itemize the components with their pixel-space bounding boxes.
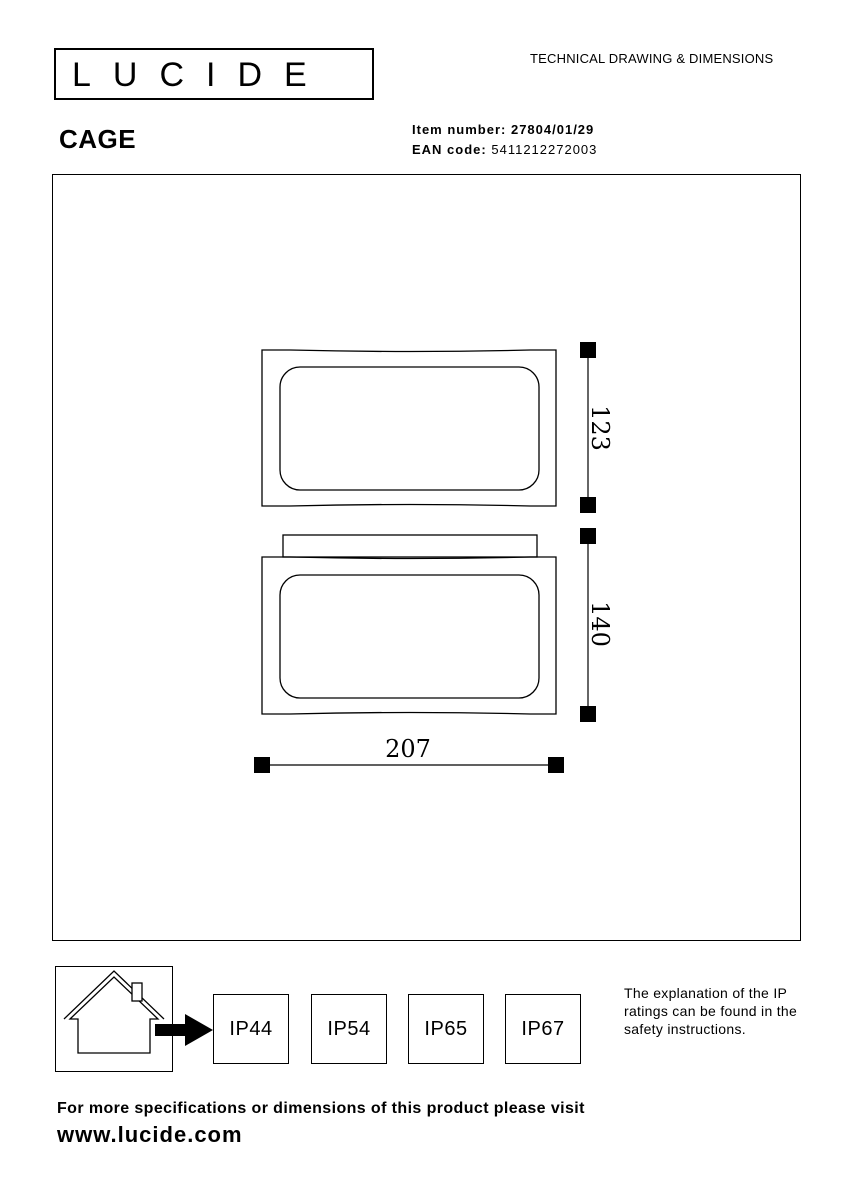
dimension-height-bottom: 140 [586,601,614,647]
ip-rating-ip65: IP65 [408,994,484,1064]
ean-label: EAN code: [412,142,487,157]
footer-url-link[interactable]: www.lucide.com [57,1122,243,1147]
drawing-frame [52,174,801,941]
product-name: CAGE [59,124,137,154]
ean-line [412,142,597,157]
logo-text: LUCIDE [72,56,329,94]
item-number-value: 27804/01/29 [510,122,595,137]
ip-explanation: The explanation of the IP ratings can be found in the safety instructions. [624,985,798,1037]
dimension-height-top: 123 [586,405,614,451]
ip-rating-ip54: IP54 [311,994,387,1064]
ip-rating-ip44: IP44 [213,994,289,1064]
item-number-label: Item number: [412,122,507,137]
footer-text: For more specifications or dimensions of this product please visit [57,1100,585,1117]
header-title: TECHNICAL DRAWING & DIMENSIONS [530,51,774,66]
ip-rating-ip67: IP67 [505,994,581,1064]
arrow-right-icon [155,1012,215,1048]
ean-value: 5411212272003 [491,142,598,157]
item-number-line [412,122,594,137]
lucide-logo [54,48,374,100]
dimension-width: 207 [385,735,431,763]
